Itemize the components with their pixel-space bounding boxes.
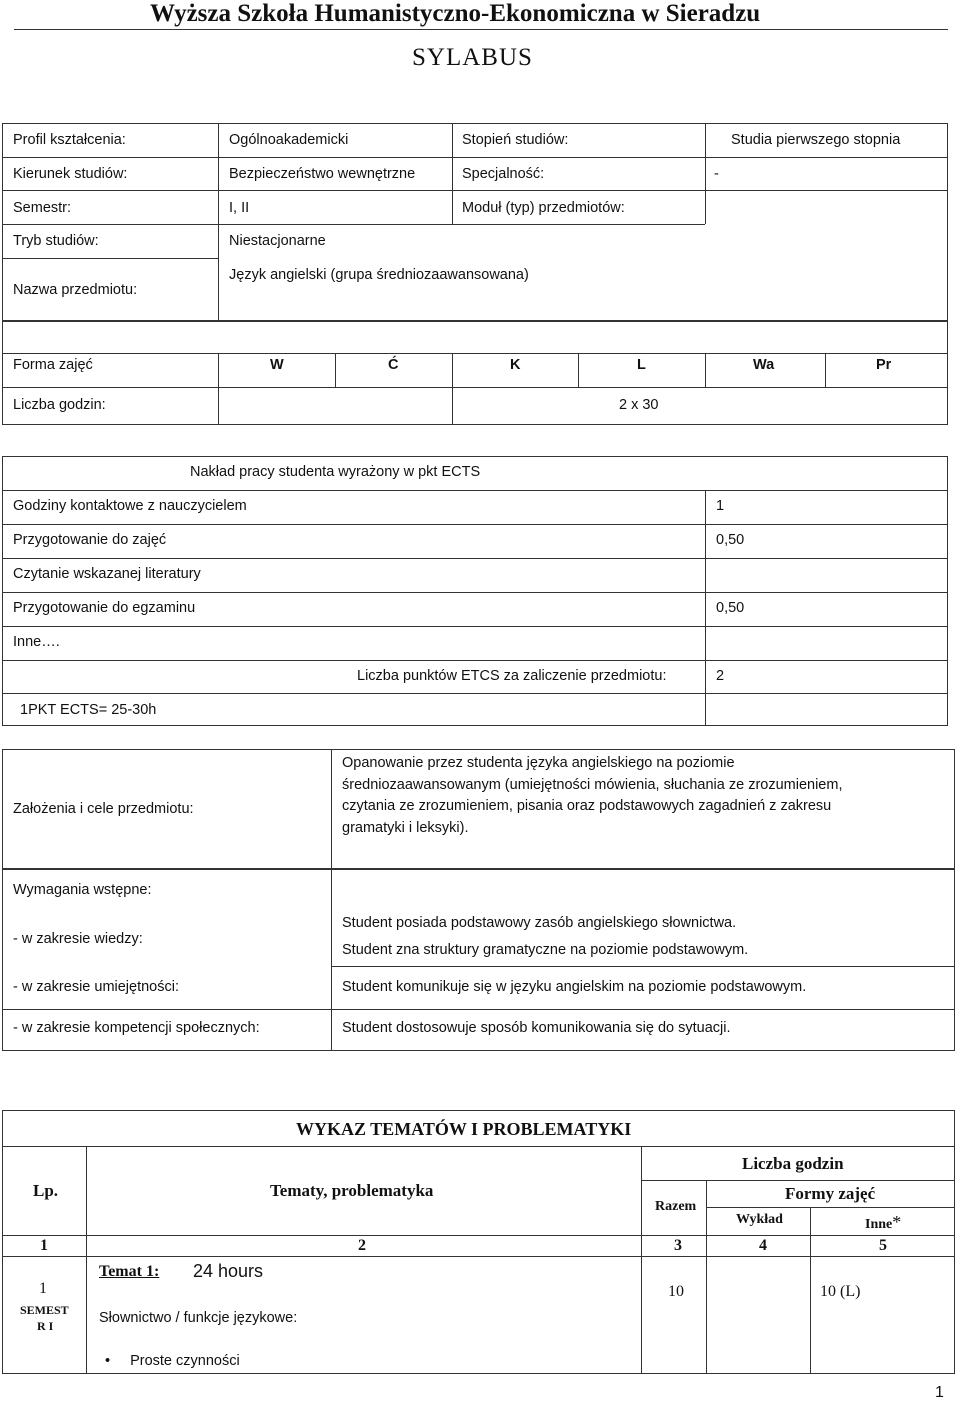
ects-total-value: 2 — [716, 668, 725, 684]
nazwa-label: Nazwa przedmiotu: — [13, 282, 138, 298]
ects-row-value: 0,50 — [716, 600, 745, 616]
liczba-godzin-label: Liczba godzin: — [13, 397, 106, 413]
semestr-label: Semestr: — [13, 200, 72, 216]
ects-title: Nakład pracy studenta wyrażony w pkt ECTS — [190, 464, 481, 480]
row-temat-hours: 24 hours — [193, 1261, 264, 1281]
page-number: 1 — [935, 1384, 944, 1401]
row-semestr-cont: R I — [37, 1319, 54, 1333]
wykaz-col-number: 3 — [674, 1237, 682, 1254]
zalozenia-label: Założenia i cele przedmiotu: — [13, 801, 194, 817]
specjalnosc-label: Specjalność: — [462, 166, 545, 182]
row-temat-label: Temat 1: — [99, 1263, 160, 1280]
document-title: SYLABUS — [412, 44, 533, 71]
specjalnosc-value: - — [714, 166, 719, 182]
ects-note: 1PKT ECTS= 25-30h — [20, 702, 157, 718]
row-slownictwo: Słownictwo / funkcje językowe: — [99, 1310, 298, 1326]
forma-col-w: W — [270, 357, 284, 373]
ects-row-value: 0,50 — [716, 532, 745, 548]
profil-label: Profil kształcenia: — [13, 132, 126, 148]
ects-row-label: Czytanie wskazanej literatury — [13, 566, 201, 582]
zalozenia-text: Opanowanie przez studenta języka angielskiego na poziomie średniozaawansowanym (umiejętności mówienia, słuchania ze zrozumieniem, czytania ze zrozumieniem, pisania oraz podstawowych zagadnień z zakresu gramatyki i leksyki). — [342, 755, 843, 836]
wykaz-col-number: 4 — [759, 1237, 767, 1254]
forma-col-c: Ć — [388, 357, 399, 373]
wymagania-title: Wymagania wstępne: — [13, 882, 152, 898]
wykaz-col-number: 1 — [40, 1237, 48, 1254]
row-semestr: SEMEST — [20, 1303, 69, 1317]
kompetencje-label: - w zakresie kompetencji społecznych: — [13, 1020, 260, 1036]
wiedza-value: Student posiada podstawowy zasób angielskiego słownictwa. — [342, 915, 737, 931]
wykaz-liczba-godzin-header: Liczba godzin — [742, 1154, 844, 1173]
row-razem: 10 — [668, 1283, 684, 1300]
wykaz-col-number: 5 — [879, 1237, 887, 1254]
umiejetnosci-label: - w zakresie umiejętności: — [13, 979, 179, 995]
ects-row-value: 1 — [716, 498, 725, 514]
nazwa-value: Język angielski (grupa średniozaawansowana) — [229, 267, 529, 283]
wiedza-label: - w zakresie wiedzy: — [13, 931, 143, 947]
ects-row-label: Inne…. — [13, 634, 60, 650]
wykaz-title: WYKAZ TEMATÓW I PROBLEMATYKI — [296, 1119, 632, 1139]
wiedza-value: Student zna struktury gramatyczne na poziomie podstawowym. — [342, 942, 749, 958]
modul-label: Moduł (typ) przedmiotów: — [462, 200, 625, 216]
tryb-label: Tryb studiów: — [13, 233, 99, 249]
wykaz-tematy-header: Tematy, problematyka — [270, 1181, 434, 1200]
wykaz-wyklad-header: Wykład — [736, 1212, 783, 1227]
university-name: Wyższa Szkoła Humanistyczno-Ekonomiczna w Sieradzu — [150, 0, 761, 27]
bullet-icon: • — [105, 1353, 111, 1369]
stopien-label: Stopień studiów: — [462, 132, 569, 148]
row-inne: 10 (L) — [820, 1283, 861, 1300]
header-rule — [14, 29, 948, 30]
row-lp: 1 — [39, 1280, 47, 1297]
wykaz-lp-header: Lp. — [33, 1181, 59, 1200]
forma-col-wa: Wa — [753, 357, 775, 373]
liczba-godzin-value: 2 x 30 — [619, 397, 659, 413]
wykaz-col-number: 2 — [358, 1237, 366, 1254]
stopien-value: Studia pierwszego stopnia — [731, 132, 901, 148]
semestr-value: I, II — [229, 200, 250, 216]
ects-row-label: Godziny kontaktowe z nauczycielem — [13, 498, 247, 514]
row-bullet-item: • Proste czynności — [105, 1353, 240, 1369]
wykaz-razem-header: Razem — [655, 1199, 697, 1214]
kompetencje-value: Student dostosowuje sposób komunikowania się do sytuacji. — [342, 1020, 731, 1036]
wykaz-formy-header: Formy zajęć — [785, 1184, 876, 1203]
profil-value: Ogólnoakademicki — [229, 132, 349, 148]
wykaz-inne-header: Inne* — [865, 1212, 902, 1232]
ects-row-label: Przygotowanie do zajęć — [13, 532, 167, 548]
forma-col-k: K — [510, 357, 521, 373]
forma-col-l: L — [637, 357, 646, 373]
tryb-value: Niestacjonarne — [229, 233, 326, 249]
forma-label: Forma zajęć — [13, 357, 93, 373]
umiejetnosci-value: Student komunikuje się w języku angielskim na poziomie podstawowym. — [342, 979, 807, 995]
kierunek-value: Bezpieczeństwo wewnętrzne — [229, 166, 416, 182]
forma-col-pr: Pr — [876, 357, 892, 373]
kierunek-label: Kierunek studiów: — [13, 166, 128, 182]
ects-total-label: Liczba punktów ETCS za zaliczenie przedmiotu: — [357, 668, 667, 684]
ects-row-label: Przygotowanie do egzaminu — [13, 600, 196, 616]
